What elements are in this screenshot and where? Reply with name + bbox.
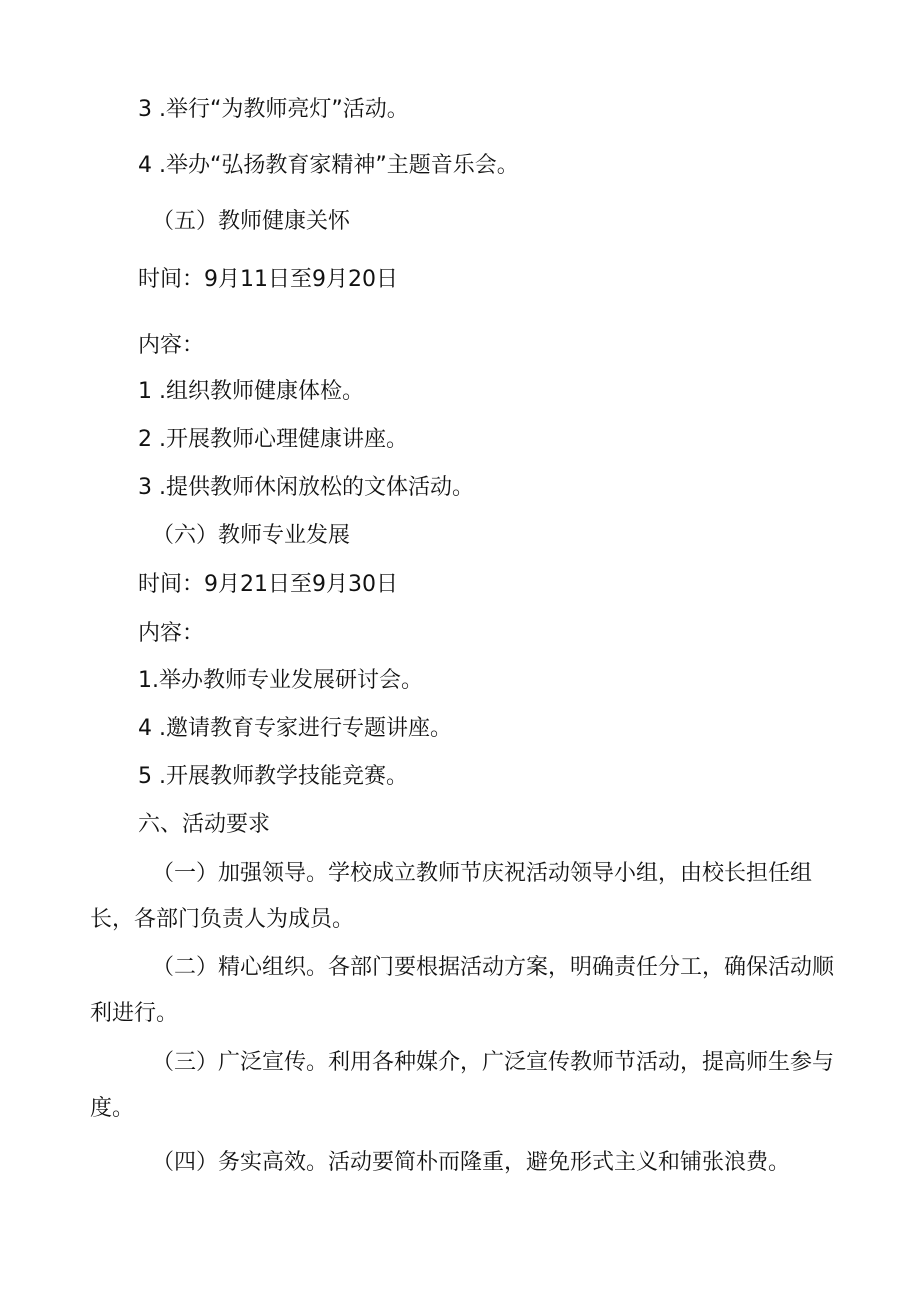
list-item: 4 .举办“弘扬教育家精神”主题音乐会。 bbox=[138, 153, 519, 178]
paragraph: （四）务实高效。活动要简朴而隆重，避免形式主义和铺张浪费。 bbox=[152, 1150, 791, 1175]
section-heading: （五）教师健康关怀 bbox=[152, 209, 351, 234]
time-line: 时间：9月21日至9月30日 bbox=[138, 572, 398, 597]
list-item: 3 .提供教师休闲放松的文体活动。 bbox=[138, 475, 474, 500]
section-heading: （六）教师专业发展 bbox=[152, 523, 351, 548]
paragraph: （三）广泛宣传。利用各种媒介，广泛宣传教师节活动，提高师生参与度。 bbox=[90, 1050, 835, 1121]
section-heading: 六、活动要求 bbox=[138, 812, 271, 837]
list-item: 1 .组织教师健康体检。 bbox=[138, 379, 364, 404]
list-item: 3 .举行“为教师亮灯”活动。 bbox=[138, 97, 409, 122]
list-item: 4 .邀请教育专家进行专题讲座。 bbox=[138, 716, 452, 741]
list-item: 2 .开展教师心理健康讲座。 bbox=[138, 427, 408, 452]
content-label: 内容： bbox=[138, 621, 205, 646]
content-label: 内容： bbox=[138, 333, 205, 358]
time-line: 时间：9月11日至9月20日 bbox=[138, 267, 398, 292]
paragraph: （一）加强领导。学校成立教师节庆祝活动领导小组，由校长担任组长，各部门负责人为成员。 bbox=[90, 861, 813, 932]
list-item: 1.举办教师专业发展研讨会。 bbox=[138, 668, 423, 693]
paragraph: （二）精心组织。各部门要根据活动方案，明确责任分工，确保活动顺利进行。 bbox=[90, 955, 835, 1026]
list-item: 5 .开展教师教学技能竞赛。 bbox=[138, 764, 408, 789]
